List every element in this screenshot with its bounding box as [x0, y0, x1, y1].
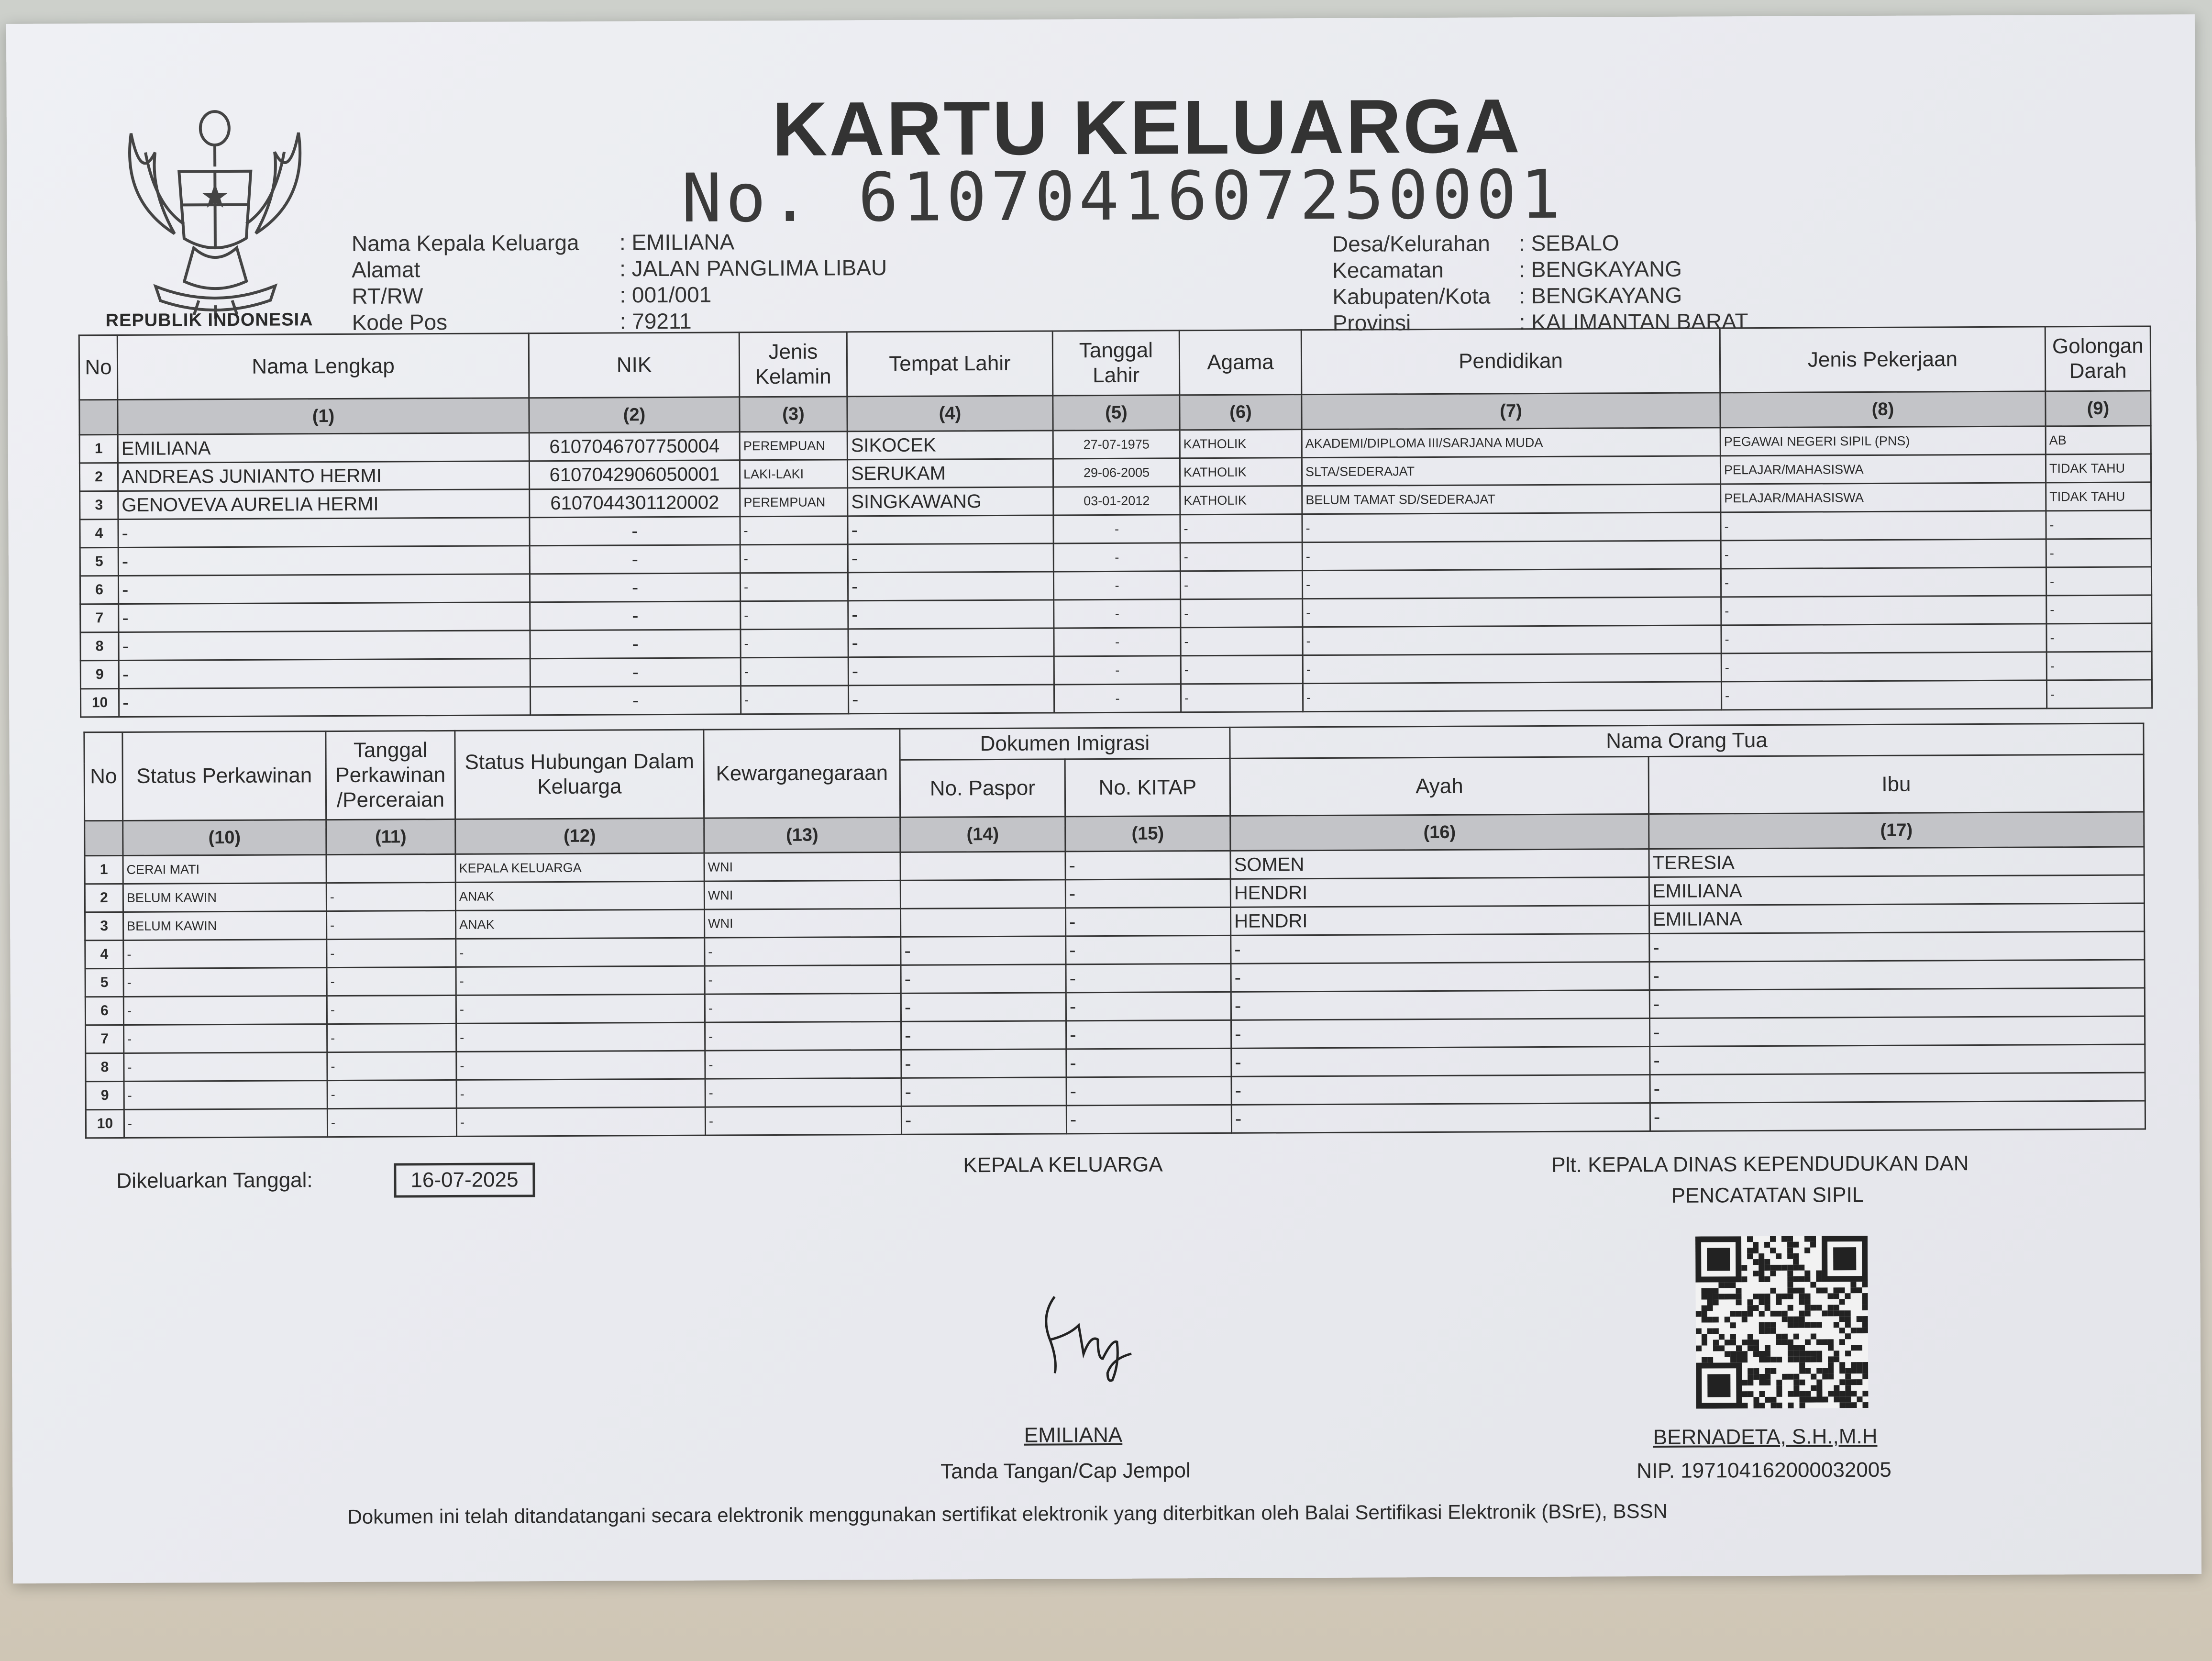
table-cell: - [848, 656, 1054, 686]
table-cell: 29-06-2005 [1053, 458, 1180, 487]
table-cell: - [119, 602, 530, 632]
table-cell: ANDREAS JUNIANTO HERMI [118, 461, 529, 491]
table-cell [900, 908, 1065, 937]
table-cell: - [2046, 567, 2151, 596]
table-cell: - [1302, 541, 1721, 571]
table-cell: - [530, 517, 740, 546]
table-cell: - [1303, 682, 1721, 712]
table-cell: - [705, 965, 901, 994]
col-header-education: Pendidikan [1301, 328, 1720, 395]
table-cell: 8 [80, 632, 119, 660]
header-label: Kode Pos [352, 309, 448, 335]
table-cell: 2 [85, 884, 123, 912]
table-cell: - [1053, 543, 1180, 572]
official-nip: NIP. 197104162000032005 [1637, 1458, 1891, 1483]
table-cell: - [2046, 510, 2151, 539]
table-cell: SLTA/SEDERAJAT [1302, 456, 1720, 486]
table-cell: - [123, 968, 327, 997]
table-cell: 6 [80, 576, 118, 604]
table-cell: - [1066, 935, 1231, 964]
table-cell: 10 [86, 1109, 124, 1138]
table-cell: - [530, 545, 740, 574]
garuda-emblem-icon [102, 94, 328, 320]
table-cell: HENDRI [1230, 906, 1649, 936]
header-label: Kabupaten/Kota [1332, 283, 1491, 309]
official-title-line2: PENCATATAN SIPIL [1671, 1183, 1864, 1207]
col-header-nik: NIK [529, 332, 740, 398]
table-cell: PELAJAR/MAHASISWA [1721, 483, 2046, 512]
official-name: BERNADETA, S.H.,M.H [1653, 1424, 1878, 1450]
table-cell: - [327, 1052, 456, 1080]
table-cell: - [123, 940, 327, 969]
table-cell: - [456, 966, 705, 995]
official-title-line1: Plt. KEPALA DINAS KEPENDUDUKAN DAN [1551, 1152, 1969, 1177]
table-cell: GENOVEVA AURELIA HERMI [118, 489, 530, 520]
table-cell: - [901, 1049, 1066, 1078]
table-cell: - [1065, 851, 1230, 880]
table-cell: 7 [80, 604, 119, 632]
table-cell: - [456, 1107, 705, 1136]
head-of-family-name: EMILIANA [1024, 1423, 1123, 1447]
electronic-signature-disclaimer: Dokumen ini telah ditandatangani secara elektronik menggunakan sertifikat elektronik yang diterbitkan oleh Balai Sertifikasi Elektronik (BSrE), BSSN [347, 1499, 1668, 1528]
table-cell: CERAI MATI [123, 855, 326, 884]
signature-icon [1035, 1287, 1150, 1383]
table-cell: - [124, 1109, 327, 1138]
table-cell: - [327, 1108, 456, 1137]
index-cell [79, 399, 118, 434]
table-cell: - [741, 657, 848, 686]
index-cell: (2) [529, 397, 740, 433]
index-cell: (4) [847, 396, 1053, 432]
index-cell: (13) [704, 817, 900, 853]
index-cell: (16) [1230, 814, 1649, 851]
table-cell: EMILIANA [118, 433, 529, 463]
table-cell: - [1065, 907, 1230, 936]
col-header-parents: Nama Orang Tua [1230, 723, 2144, 758]
table-cell [326, 854, 455, 883]
table-cell: - [1066, 1048, 1231, 1077]
table-cell: - [705, 937, 901, 966]
table-cell: KEPALA KELUARGA [455, 853, 704, 882]
table-cell: - [741, 686, 848, 714]
table-cell: - [327, 939, 456, 967]
col-header-passport: No. Paspor [900, 759, 1065, 818]
col-header-birthdate: Tanggal Lahir [1052, 331, 1180, 396]
table-cell: WNI [705, 908, 901, 938]
index-cell: (11) [326, 819, 455, 854]
table-cell: - [1180, 571, 1302, 599]
table-cell: AB [2046, 426, 2151, 454]
table-cell: 4 [85, 940, 123, 968]
table-cell: - [1231, 990, 1649, 1020]
table-cell: - [456, 1079, 705, 1108]
signature-caption: Tanda Tangan/Cap Jempol [940, 1459, 1191, 1484]
family-card-document [6, 14, 2201, 1583]
table-cell: - [530, 630, 741, 659]
header-value: : BENGKAYANG [1519, 282, 1682, 309]
index-cell: (6) [1180, 395, 1302, 430]
header-label: RT/RW [352, 283, 423, 309]
table-cell: - [1054, 684, 1181, 713]
table-cell: SINGKAWANG [848, 487, 1053, 516]
table-cell: - [124, 1024, 327, 1053]
table-cell: - [1066, 1020, 1231, 1049]
index-cell: (5) [1053, 395, 1180, 431]
table-cell: - [1181, 599, 1303, 628]
table-cell: - [1650, 1044, 2145, 1075]
table-cell: - [1066, 1076, 1231, 1106]
table-cell: - [327, 910, 456, 939]
table-cell: - [1181, 627, 1303, 656]
col-header-immigration: Dokumen Imigrasi [900, 727, 1230, 760]
table-cell: AKADEMI/DIPLOMA III/SARJANA MUDA [1302, 428, 1720, 458]
table-cell: - [530, 658, 741, 687]
header-label: Provinsi [1332, 310, 1411, 335]
table-cell: PELAJAR/MAHASISWA [1720, 454, 2046, 484]
table-cell: - [1054, 599, 1181, 628]
table-cell: - [705, 1021, 901, 1051]
table-cell: - [530, 686, 741, 715]
table-cell: - [901, 1021, 1066, 1050]
table-cell: - [1650, 1101, 2145, 1131]
table-cell: 5 [80, 547, 118, 576]
table-cell: TIDAK TAHU [2046, 482, 2151, 511]
table-cell: - [119, 631, 530, 661]
table-cell: - [1721, 624, 2046, 653]
table-cell: TERESIA [1649, 847, 2144, 877]
table-cell: - [1054, 656, 1181, 685]
header-value: : 79211 [619, 308, 692, 334]
index-cell: (7) [1302, 393, 1720, 430]
table-cell: 6 [85, 997, 123, 1025]
col-header-marriage-date: Tanggal Perkawinan /Perceraian [326, 731, 455, 819]
table-cell: HENDRI [1230, 877, 1649, 908]
table-cell: - [456, 1022, 705, 1052]
table-cell: PEREMPUAN [740, 432, 847, 460]
header-value: : KALIMANTAN BARAT [1519, 309, 1748, 335]
col-header-blood: Golongan Darah [2045, 326, 2151, 391]
table-cell: - [901, 964, 1066, 994]
members-table [78, 325, 2153, 718]
table-cell: - [118, 518, 530, 548]
table-cell: - [848, 572, 1053, 601]
table-cell: SERUKAM [847, 459, 1053, 488]
table-cell: - [1066, 963, 1231, 993]
table-cell: 1 [79, 434, 118, 463]
table-cell: - [901, 1106, 1066, 1135]
country-label: REPUBLIK INDONESIA [105, 310, 313, 331]
table-cell: - [1721, 539, 2046, 569]
table-cell: - [327, 1080, 456, 1108]
table-cell: - [705, 1078, 901, 1107]
table-cell: - [456, 938, 705, 967]
table-cell: 6107044301120002 [530, 488, 740, 518]
table-cell: SOMEN [1230, 849, 1649, 879]
table-cell: - [740, 573, 848, 601]
issued-date: 16-07-2025 [394, 1163, 535, 1197]
table-cell: EMILIANA [1649, 903, 2144, 934]
table-cell: - [118, 546, 530, 576]
header-label: Alamat [352, 257, 420, 282]
table-cell: - [1231, 1047, 1650, 1077]
table-cell: ANAK [456, 909, 705, 939]
table-cell: - [848, 543, 1053, 573]
col-header-citizenship: Kewarganegaraan [704, 729, 900, 818]
table-cell: - [1180, 543, 1302, 571]
table-cell: EMILIANA [1649, 875, 2144, 906]
table-cell: - [901, 936, 1066, 965]
table-cell: - [1721, 511, 2046, 541]
col-header-mother: Ibu [1648, 754, 2144, 814]
index-cell: (15) [1065, 816, 1230, 852]
col-header-no: No [79, 335, 118, 399]
table-cell: - [1649, 988, 2145, 1019]
table-cell: 7 [86, 1025, 124, 1053]
table-cell: - [1181, 655, 1303, 684]
index-cell: (17) [1649, 812, 2144, 849]
table-cell: 6107042906050001 [529, 460, 740, 489]
table-cell: - [1721, 567, 2046, 597]
table-cell: SIKOCEK [847, 431, 1053, 460]
table-cell: TIDAK TAHU [2046, 454, 2151, 483]
table-cell: 27-07-1975 [1053, 430, 1180, 459]
issued-label: Dikeluarkan Tanggal: [116, 1168, 313, 1193]
table-cell: - [705, 993, 901, 1022]
table-cell: - [1180, 514, 1302, 543]
table-cell: - [2046, 680, 2152, 709]
table-cell: - [1066, 1105, 1231, 1134]
header-value: : SEBALO [1518, 230, 1619, 256]
table-cell: - [1065, 879, 1230, 908]
table-cell: - [326, 882, 455, 911]
table-cell: - [530, 601, 741, 631]
table-cell: - [2046, 595, 2152, 624]
index-cell: (8) [1720, 391, 2046, 428]
table-cell: - [741, 629, 848, 658]
table-cell: - [705, 1106, 901, 1135]
table-cell: - [1053, 515, 1180, 543]
table-cell: - [456, 994, 705, 1023]
table-cell: - [1650, 1016, 2145, 1047]
index-cell: (10) [123, 820, 326, 856]
header-right [1332, 229, 1748, 336]
table-cell: - [1649, 931, 2145, 962]
table-cell: - [1181, 684, 1303, 712]
index-cell: (14) [900, 817, 1065, 853]
table-cell: - [327, 995, 456, 1024]
table-cell: - [1231, 1019, 1650, 1049]
table-cell: - [2046, 652, 2152, 680]
table-cell: - [123, 996, 327, 1025]
table-cell: - [2046, 623, 2152, 652]
table-cell: - [1231, 962, 1649, 992]
table-cell: BELUM KAWIN [123, 911, 327, 941]
table-cell: KATHOLIK [1180, 458, 1302, 487]
table-cell: - [1302, 569, 1721, 599]
col-header-marital-status: Status Perkawinan [122, 731, 326, 821]
table-cell: - [530, 573, 740, 602]
table-cell: ANAK [455, 881, 704, 910]
table-cell: - [1231, 1075, 1650, 1105]
table-cell: - [119, 687, 530, 717]
table-cell: - [1053, 571, 1180, 600]
col-header-relationship: Status Hubungan Dalam Keluarga [455, 730, 704, 819]
table-cell: - [1303, 653, 1721, 684]
table-cell: - [705, 1050, 901, 1079]
header-left [352, 228, 887, 336]
index-cell: (1) [118, 398, 529, 435]
table-cell: - [1721, 652, 2046, 682]
table-cell: 1 [85, 855, 123, 884]
qr-code-icon [1695, 1236, 1869, 1409]
table-cell: 8 [86, 1053, 124, 1081]
table-cell: - [1231, 934, 1649, 964]
table-cell [900, 880, 1065, 909]
header-value: : EMILIANA [619, 229, 735, 255]
table-cell: - [1303, 597, 1721, 627]
table-cell: 6107046707750004 [529, 432, 740, 461]
header-label: Kecamatan [1332, 257, 1444, 283]
table-cell [900, 852, 1065, 881]
col-header-gender: Jenis Kelamin [739, 332, 847, 397]
table-cell: WNI [704, 880, 900, 909]
table-cell: - [901, 1077, 1066, 1107]
table-cell: PEREMPUAN [740, 488, 848, 517]
col-header-religion: Agama [1179, 330, 1302, 395]
table-cell: 3 [85, 912, 123, 940]
table-cell: - [1231, 1103, 1650, 1133]
table-cell: - [119, 659, 530, 689]
table-cell: - [456, 1051, 705, 1080]
index-cell: (3) [740, 397, 847, 432]
index-cell [85, 820, 123, 855]
table-cell: - [1721, 680, 2046, 710]
col-header-father: Ayah [1230, 757, 1649, 816]
header-value: : BENGKAYANG [1519, 256, 1682, 282]
table-cell: - [327, 1023, 456, 1052]
table-cell: KATHOLIK [1180, 430, 1302, 458]
table-cell: - [118, 574, 530, 604]
table-cell: KATHOLIK [1180, 486, 1302, 515]
table-cell: WNI [704, 852, 900, 881]
head-of-family-label: KEPALA KELUARGA [963, 1152, 1163, 1177]
table-cell: PEGAWAI NEGERI SIPIL (PNS) [1720, 426, 2046, 456]
table-cell: - [327, 967, 456, 996]
table-cell: 4 [80, 519, 118, 547]
number-prefix: No. [681, 159, 814, 238]
table-cell: LAKI-LAKI [740, 460, 847, 488]
table-cell: - [848, 515, 1053, 544]
table-cell: - [1302, 512, 1721, 543]
table-cell: - [1721, 596, 2046, 625]
table-cell: - [124, 1052, 327, 1082]
col-header-no: No [84, 732, 123, 820]
index-cell: (9) [2046, 391, 2151, 426]
table-cell: - [1649, 960, 2145, 990]
table-cell: - [848, 685, 1054, 714]
number-value: 6107041607250001 [858, 155, 1565, 237]
header-label: Desa/Kelurahan [1332, 231, 1490, 256]
table-cell: 5 [85, 968, 123, 997]
table-cell: - [2046, 539, 2151, 567]
table-cell: 03-01-2012 [1053, 487, 1180, 515]
header-value: : 001/001 [619, 282, 712, 308]
header-value: : JALAN PANGLIMA LIBAU [619, 255, 887, 281]
table-cell: - [1650, 1073, 2145, 1103]
col-header-birthplace: Tempat Lahir [847, 331, 1053, 397]
table-cell: - [901, 993, 1066, 1022]
family-card-number [681, 156, 1564, 238]
table-cell: 9 [86, 1081, 124, 1109]
table-cell: BELUM TAMAT SD/SEDERAJAT [1302, 484, 1721, 514]
table-cell: - [848, 600, 1054, 629]
table-cell: - [740, 544, 848, 573]
document-title: KARTU KELUARGA [772, 83, 1522, 172]
status-table [83, 723, 2146, 1139]
index-cell: (12) [455, 818, 704, 854]
header-label: Nama Kepala Keluarga [351, 230, 579, 256]
col-header-name: Nama Lengkap [117, 333, 529, 400]
table-cell: - [741, 601, 848, 630]
table-cell: - [848, 628, 1054, 657]
table-cell: - [124, 1081, 327, 1110]
table-cell: - [1066, 992, 1231, 1021]
table-cell: - [740, 516, 848, 545]
col-header-occupation: Jenis Pekerjaan [1720, 327, 2046, 393]
table-cell: 2 [79, 463, 118, 491]
table-cell: BELUM KAWIN [123, 883, 326, 912]
table-cell: 9 [80, 660, 119, 688]
table-cell: - [1303, 625, 1721, 655]
table-cell: 10 [80, 688, 119, 717]
table-cell: 3 [80, 491, 118, 519]
col-header-kitap: No. KITAP [1065, 758, 1230, 817]
table-cell: - [1054, 628, 1181, 656]
